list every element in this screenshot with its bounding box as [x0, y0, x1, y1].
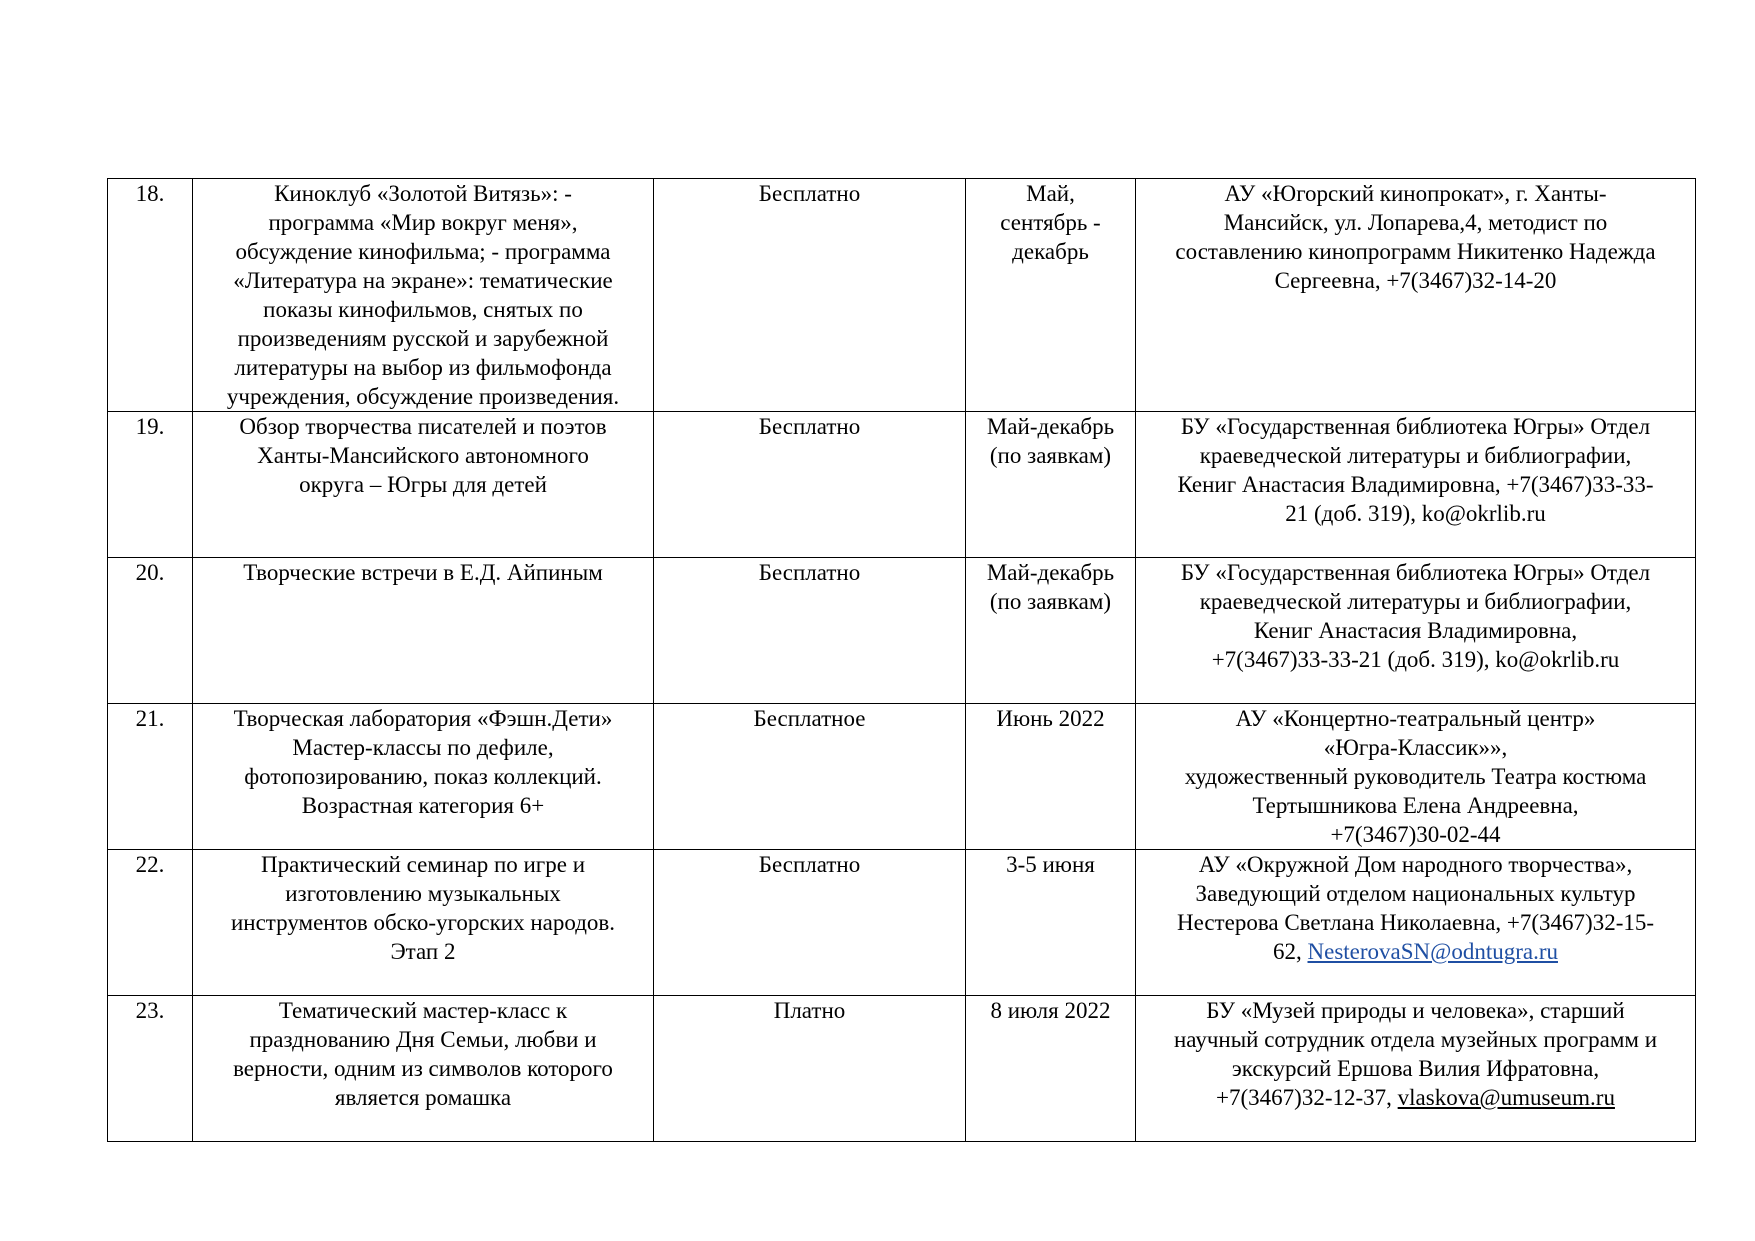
row-number: 20.	[108, 558, 193, 704]
event-date: Июнь 2022	[966, 704, 1136, 850]
event-cost: Платно	[654, 996, 966, 1142]
event-organizer: БУ «Государственная библиотека Югры» Отдел краеведческой литературы и библиографии, Кениг Анастасия Владимировна, +7(3467)33-33-21 (доб. 319), ko@okrlib.ru	[1136, 558, 1696, 704]
table-row	[108, 558, 1696, 704]
row-number: 22.	[108, 850, 193, 996]
event-organizer: БУ «Государственная библиотека Югры» Отдел краеведческой литературы и библиографии, Кениг Анастасия Владимировна, +7(3467)33-33- 21 (доб. 319), ko@okrlib.ru	[1136, 412, 1696, 558]
event-date: Май-декабрь (по заявкам)	[966, 558, 1136, 704]
table-row	[108, 412, 1696, 558]
email-link[interactable]: NesterovaSN@odntugra.ru	[1307, 939, 1558, 964]
table-row	[108, 996, 1696, 1142]
event-cost: Бесплатно	[654, 179, 966, 412]
event-cost: Бесплатно	[654, 850, 966, 996]
events-table	[107, 178, 1696, 1142]
event-description: Обзор творчества писателей и поэтов Ханты-Мансийского автономного округа – Югры для детей	[193, 412, 654, 558]
event-description: Тематический мастер-класс к празднованию Дня Семьи, любви и верности, одним из символов которого является ромашка	[193, 996, 654, 1142]
event-cost: Бесплатно	[654, 412, 966, 558]
row-number: 19.	[108, 412, 193, 558]
row-number: 18.	[108, 179, 193, 412]
event-description: Творческая лаборатория «Фэшн.Дети» Мастер-классы по дефиле, фотопозированию, показ коллекций. Возрастная категория 6+	[193, 704, 654, 850]
event-description: Киноклуб «Золотой Витязь»: - программа «Мир вокруг меня», обсуждение кинофильма; - программа «Литература на экране»: тематические показы кинофильмов, снятых по произведениям русской и зарубежной литературы на выбор из фильмофонда учреждения, обсуждение произведения.	[193, 179, 654, 412]
table-row	[108, 179, 1696, 412]
event-cost: Бесплатно	[654, 558, 966, 704]
event-date: 8 июля 2022	[966, 996, 1136, 1142]
event-organizer: АУ «Югорский кинопрокат», г. Ханты- Мансийск, ул. Лопарева,4, методист по составлению кинопрограмм Никитенко Надежда Сергеевна, +7(3467)32-14-20	[1136, 179, 1696, 412]
event-organizer: БУ «Музей природы и человека», старший научный сотрудник отдела музейных программ и экскурсий Ершова Вилия Ифратовна, +7(3467)32-12-37, vlaskova@umuseum.ru	[1136, 996, 1696, 1142]
table-row	[108, 850, 1696, 996]
event-date: Май, сентябрь - декабрь	[966, 179, 1136, 412]
event-description: Практический семинар по игре и изготовлению музыкальных инструментов обско-угорских народов. Этап 2	[193, 850, 654, 996]
row-number: 23.	[108, 996, 193, 1142]
event-cost: Бесплатное	[654, 704, 966, 850]
row-number: 21.	[108, 704, 193, 850]
event-date: Май-декабрь (по заявкам)	[966, 412, 1136, 558]
event-organizer: АУ «Окружной Дом народного творчества», Заведующий отделом национальных культур Нестерова Светлана Николаевна, +7(3467)32-15- 62, NesterovaSN@odntugra.ru	[1136, 850, 1696, 996]
event-description: Творческие встречи в Е.Д. Айпиным	[193, 558, 654, 704]
event-organizer: АУ «Концертно-театральный центр» «Югра-Классик»», художественный руководитель Театра костюма Тертышникова Елена Андреевна, +7(3467)30-02-44	[1136, 704, 1696, 850]
event-date: 3-5 июня	[966, 850, 1136, 996]
table-row	[108, 704, 1696, 850]
email-link[interactable]: vlaskova@umuseum.ru	[1397, 1085, 1615, 1110]
